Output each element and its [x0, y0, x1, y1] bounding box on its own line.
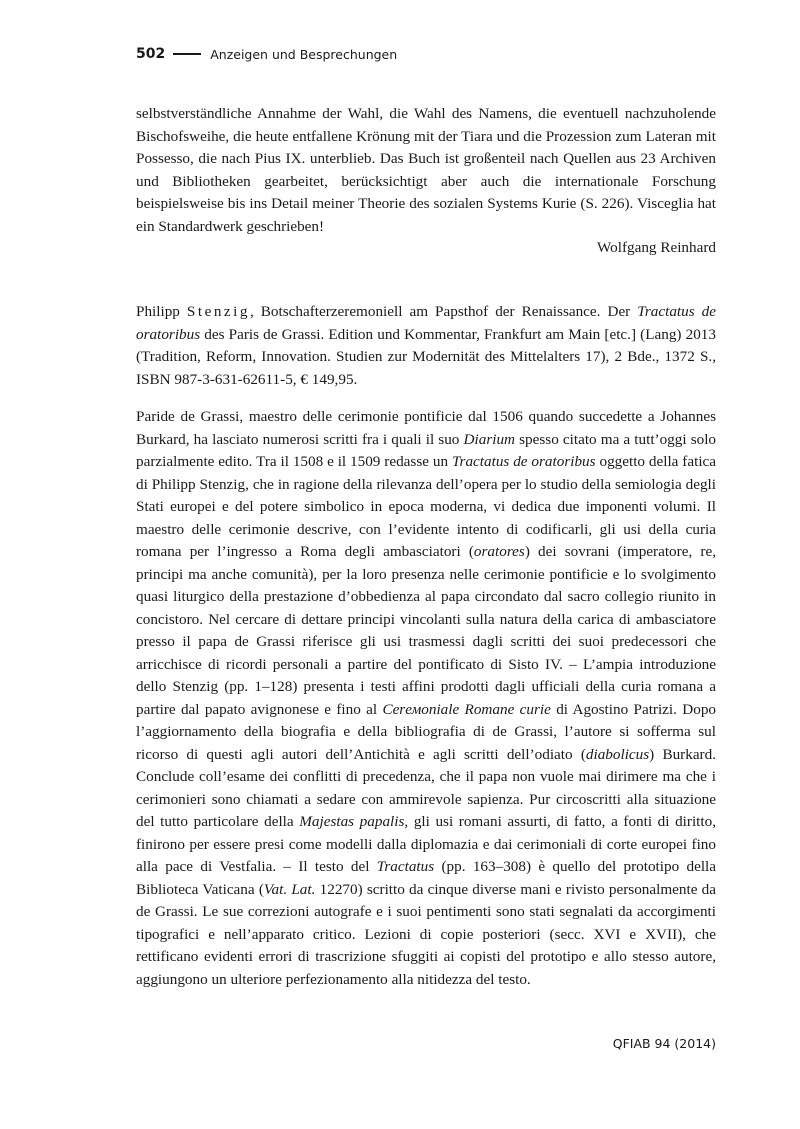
- header-dash: [173, 53, 201, 55]
- review-text-6: ) Burkard. Conclude coll’esame dei conflitti di precedenza, che il papa non vuole mai dirimere ma che i cerimonieri sono chiamati a sedare con ammirevole sapienza. Pur circoscritti alla situazione del tutto particolare della: [136, 745, 717, 830]
- review-body: [136, 406, 716, 991]
- reviewer-signature: Wolfgang Reinhard: [597, 239, 716, 256]
- review-text-5: di Agostino Patrizi. Dopo l’aggiornamento della biografia e della bibliografia di de Grassi, l’autore si sofferma sul ricorso di questi agli autori dell’Antichità e agli scritti dell’odiato (: [136, 700, 717, 763]
- review-text-1: Paride de Grassi, maestro delle cerimonie pontificie dal 1506 quando succedette a Johannes Burkard, ha lasciato numerosi scritti fra i quali il suo: [136, 408, 716, 448]
- review-italic-6: Majestas papalis: [299, 813, 405, 830]
- previous-review-text: selbstverständliche Annahme der Wahl, die Wahl des Namens, die eventuell nachzuholende Bischofsweihe, die heute entfallene Krönung mit der Tiara und die Prozession zum Lateran mit Possesso, die nach Pius IX. unterblieb. Das Buch ist großenteil nach Quellen aus 23 Archiven und Bibliotheken gearbeitet, berücksichtigt aber auch die internationale Forschung beispielsweise bis ins Detail meiner Theorie des sozialen Systems Kurie (S. 226). Visceglia hat ein Standardwerk geschrieben!: [136, 105, 716, 235]
- book-citation: [136, 301, 716, 391]
- review-italic-5: diabolicus: [585, 745, 650, 763]
- page-number: 502: [136, 46, 166, 62]
- review-text-8: (pp. 163–308) è quello del prototipo della Biblioteca Vaticana (: [136, 858, 717, 898]
- review-italic-4: Cerемoniale Romane curie: [382, 700, 551, 718]
- review-text-3: oggetto della fatica di Philipp Stenzig, che in ragione della rilevanza dell’opera per lo studio della semiologia degli Stati europei e del potere simbolico in epoca moderna, vi dedica due imponenti volumi. Il maestro delle cerimonie descrive, con l’evidente intento di codificarli, gli usi della curia romana per l’ingresso a Roma degli ambasciatori (: [136, 453, 717, 560]
- running-head: [136, 44, 716, 64]
- book-title-part1: , Botschafterzeremoniell am Papsthof der Renaissance. Der: [249, 303, 631, 320]
- author-first-name: Philipp: [136, 303, 180, 320]
- review-text-4: ) dei sovrani (imperatore, re, principi ma anche comunità), per la loro presenza nelle cerimonie pontificie e lo svolgimento quasi liturgico della prestazione d’obbedienza al papa circondato dal sacro collegio riunito in concistoro. Nel cercare di dettare principi vincolanti sulla natura della carica di ambasciatore presso il papa de Grassi riferisce gli usi trasmessi dagli scritti dei suoi predecessori che arricchisce di ricordi personali a partire del pontificato di Sisto IV. – L’ampia introduzione dello Stenzig (pp. 1–128) presenta i testi affini prodotti dagli ufficiali della curia romana a partire dal papato avignonese e fino al: [136, 543, 716, 718]
- review-italic-7: Tractatus: [376, 858, 435, 875]
- author-last-name: Stenzig: [186, 303, 250, 320]
- review-italic-3: oratores: [473, 543, 525, 560]
- review-text-2: spesso citato ma a tutt’oggi solo parzialmente edito. Tra il 1508 e il 1509 redasse un: [136, 430, 717, 470]
- book-title-italic: Tractatus de oratoribus: [136, 303, 717, 343]
- review-italic-1: Diarium: [463, 430, 516, 448]
- review-text-9: 12270) scritto da cinque diverse mani e rivisto personalmente da de Grassi. Le sue correzioni autografe e i suoi pentimenti sono stati segnalati da accorgimenti tipografici e nell’apparato critico. Lezioni di copie posteriori (secc. XVI e XVII), che rettificano evidenti errori di trascrizione sfuggiti ai copisti del prototipo e allo stesso autore, aggiungono un ulteriore perfezionamento alla nitidezza del testo.: [136, 880, 717, 988]
- journal-footer: QFIAB 94 (2014): [612, 1036, 716, 1051]
- review-italic-8: Vat. Lat.: [263, 880, 316, 898]
- section-title: Anzeigen und Besprechungen: [210, 46, 398, 62]
- review-italic-2: Tractatus de oratoribus: [451, 453, 596, 470]
- book-title-part2: des Paris de Grassi. Edition und Kommentar, Frankfurt am Main [etc.] (Lang) 2013 (Tradition, Reform, Innovation. Studien zur Modernität des Mittelalters 17), 2 Bde., 1372 S., ISBN 987-3-631-62611-5, € 149,95.: [136, 325, 716, 388]
- review-text-7: , gli usi romani assurti, di fatto, a fonti di diritto, finirono per essere presi come modelli dalla diplomazia e dai cerimoniali di corte europei fino alla pace di Vestfalia. – Il testo del: [136, 813, 717, 875]
